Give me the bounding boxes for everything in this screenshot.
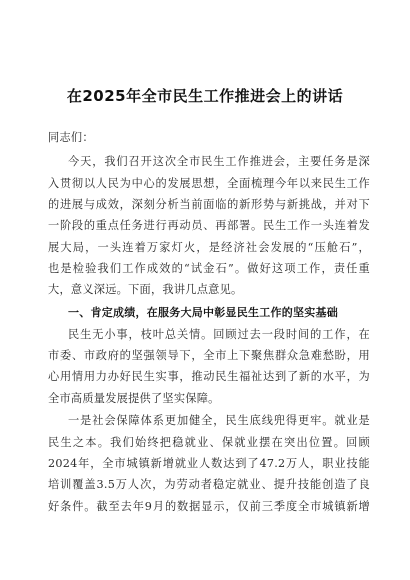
- paragraph-line: 培训覆盖3.5万人次，为劳动者稳定就业、提升技能创造了良: [48, 478, 370, 491]
- paragraph-line: 2024年，全市城镇新增就业人数达到了47.2万人，职业技能: [48, 457, 370, 470]
- paragraph-line: 心用情用力办好民生实事，推动民生福祉达到了新的水平，为: [48, 370, 370, 383]
- paragraph-line: 好条件。截至去年9月的数据显示，仅前三季度全市城镇新增: [48, 500, 370, 513]
- paragraph-line: 大，意义深远。下面，我讲几点意见。: [48, 283, 243, 296]
- paragraph-line: 一是社会保障体系更加健全，民生底线兜得更牢。就业是: [68, 414, 370, 427]
- paragraph-line: 市委、市政府的坚强领导下，全市上下聚焦群众急难愁盼，用: [48, 349, 370, 362]
- paragraph-line: 全市高质量发展提供了坚实保障。: [48, 392, 220, 405]
- document-title: 在2025年全市民生工作推进会上的讲话: [66, 87, 344, 105]
- paragraph-line: 一阶段的重点任务进行再动员、再部署。民生工作一头连着发: [48, 219, 370, 232]
- paragraph-line: 也是检验我们工作成效的“试金石”。做好这项工作，责任重: [48, 262, 370, 275]
- salutation: 同志们：: [48, 131, 94, 144]
- section-heading: 一、肯定成绩，在服务大局中彰显民生工作的坚实基础: [68, 306, 338, 319]
- paragraph-line: 入贯彻以人民为中心的发展思想，全面梳理今年以来民生工作: [48, 177, 370, 190]
- paragraph-line: 民生之本。我们始终把稳就业、保就业摆在突出位置。回顾: [48, 436, 370, 449]
- paragraph-line: 的进展与成效，深刻分析当前面临的新形势与新挑战，并对下: [48, 198, 370, 211]
- paragraph-line: 民生无小事，枝叶总关情。回顾过去一段时间的工作，在: [68, 328, 370, 341]
- paragraph-line: 今天，我们召开这次全市民生工作推进会，主要任务是深: [68, 155, 370, 168]
- paragraph-line: 展大局，一头连着万家灯火，是经济社会发展的“压舱石”，: [48, 241, 370, 254]
